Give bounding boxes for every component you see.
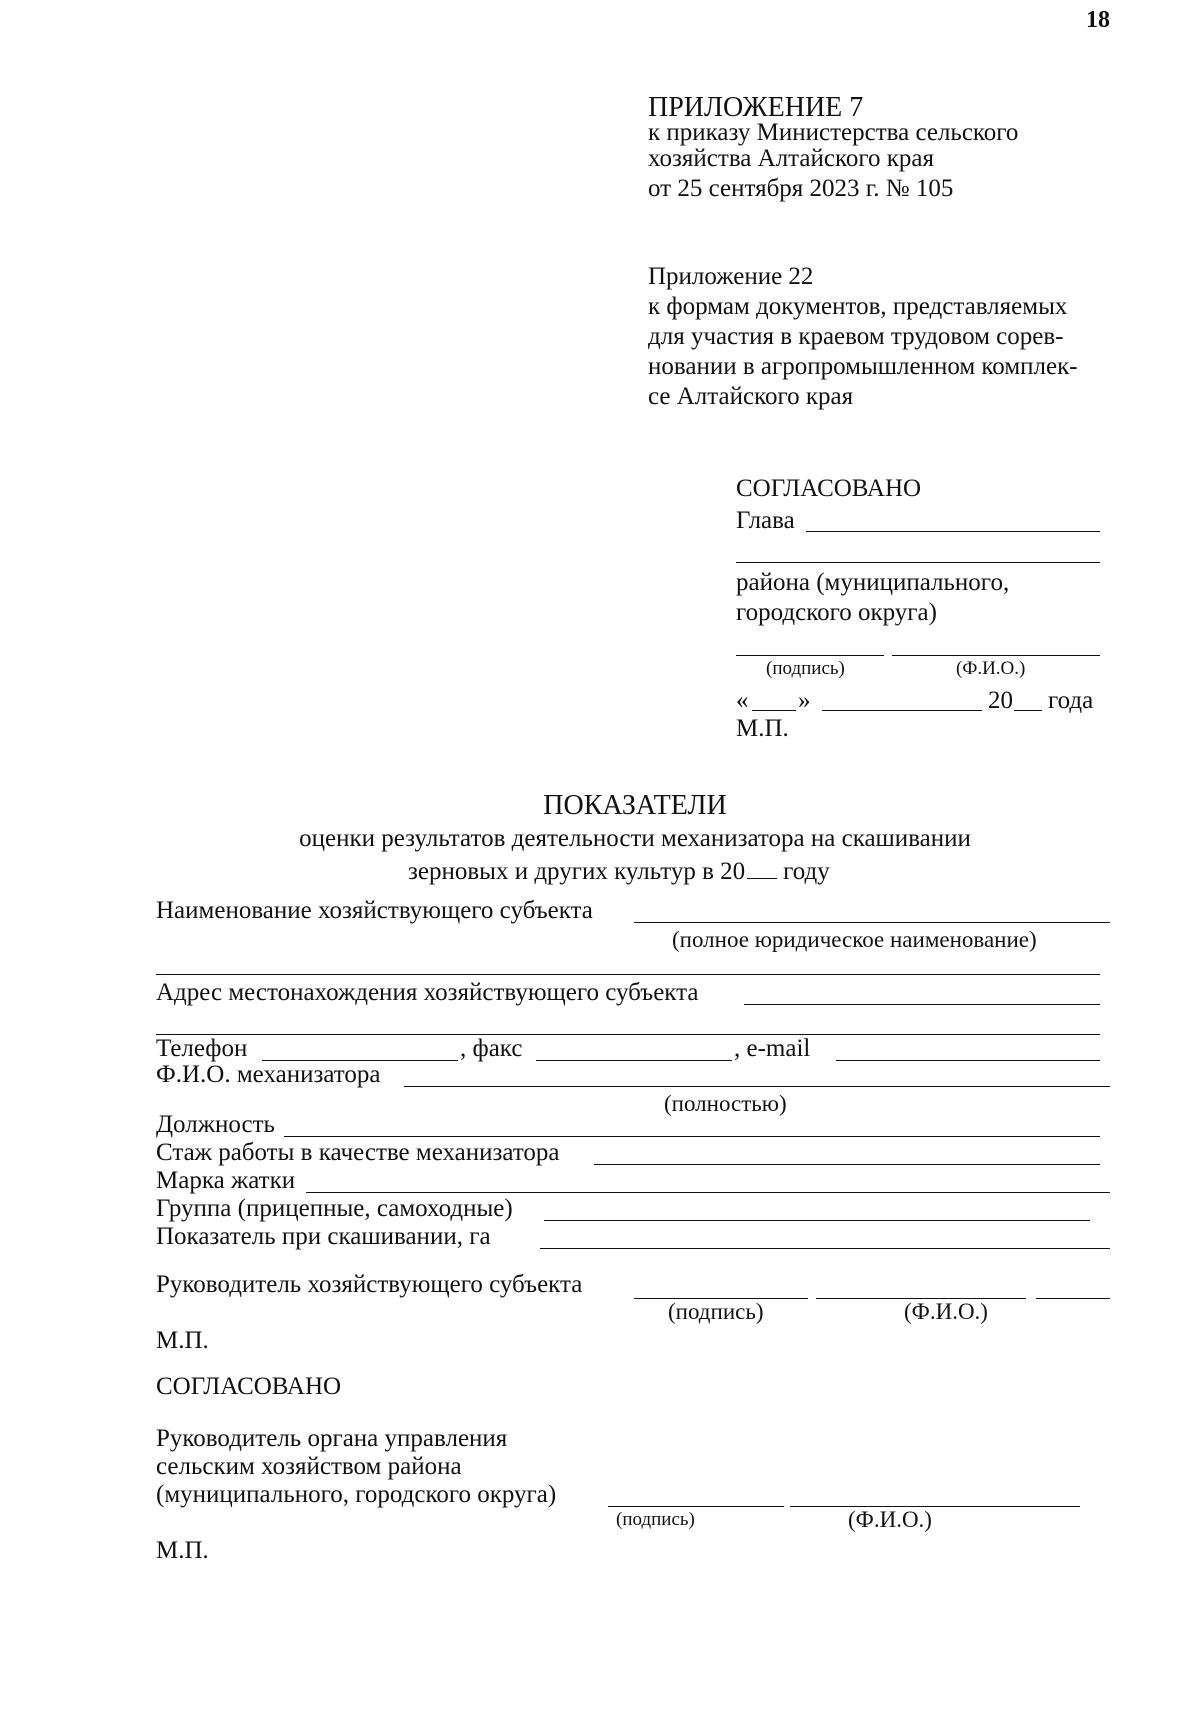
email-label: , e-mail (734, 1035, 811, 1062)
phone-label: Телефон (156, 1035, 248, 1062)
head-name-line[interactable] (806, 531, 1100, 532)
bottom-fio-caption: (Ф.И.О.) (848, 1507, 932, 1532)
entity-name-label: Наименование хозяйствующего субъекта (156, 897, 593, 924)
bottom-signature-line[interactable] (608, 1506, 784, 1507)
top-fio-caption: (Ф.И.О.) (956, 658, 1026, 679)
district-name-line[interactable] (736, 562, 1100, 563)
manager-extra-line[interactable] (1036, 1298, 1110, 1299)
entity-name-line[interactable] (634, 922, 1110, 923)
approval-bottom-line3: (муниципального, городского округа) (156, 1481, 557, 1508)
appendix22-line2: для участия в краевом трудовом сорев- (648, 323, 1064, 350)
document-title: ПОКАЗАТЕЛИ (543, 790, 727, 821)
district-line2: городского округа) (736, 599, 937, 626)
appendix22-line4: се Алтайского края (648, 383, 854, 410)
group-label: Группа (прицепные, самоходные) (156, 1195, 513, 1222)
bottom-seal: М.П. (156, 1537, 209, 1564)
top-fio-line[interactable] (892, 655, 1100, 656)
entity-name-line-2[interactable] (156, 974, 1100, 975)
bottom-signature-caption: (подпись) (616, 1509, 695, 1530)
approval-bottom-line1: Руководитель органа управления (156, 1425, 508, 1452)
document-subtitle-line2 (408, 856, 830, 884)
appendix7-title: ПРИЛОЖЕНИЕ 7 (648, 92, 864, 123)
mowing-line[interactable] (540, 1248, 1110, 1249)
approval-bottom-line2: сельским хозяйством района (156, 1453, 462, 1480)
experience-line[interactable] (594, 1164, 1100, 1165)
appendix7-line1: к приказу Министерства сельского (648, 119, 1019, 146)
entity-name-caption: (полное юридическое наименование) (672, 927, 1037, 952)
fax-line[interactable] (536, 1060, 732, 1061)
operator-label: Ф.И.О. механизатора (156, 1061, 381, 1088)
manager-fio-caption: (Ф.И.О.) (904, 1299, 988, 1324)
group-line[interactable] (544, 1220, 1090, 1221)
appendix22-line3: новании в агропромышленном комплек- (648, 353, 1078, 380)
address-line[interactable] (744, 1004, 1100, 1005)
subtitle-year-suffix: году (783, 858, 830, 885)
manager-label: Руководитель хозяйствующего субъекта (156, 1271, 583, 1298)
top-signature-caption: (подпись) (766, 658, 845, 679)
document-subtitle-line1: оценки результатов деятельности механизатора на скашивании (299, 825, 971, 852)
appendix7-line3: от 25 сентября 2023 г. № 105 (648, 175, 954, 202)
header-brand-line[interactable] (306, 1192, 1110, 1193)
experience-label: Стаж работы в качестве механизатора (156, 1139, 560, 1166)
position-line[interactable] (284, 1136, 1100, 1137)
appendix7-line2: хозяйства Алтайского края (648, 145, 934, 172)
operator-caption: (полностью) (664, 1091, 787, 1116)
date-quote-open: « (736, 687, 749, 714)
address-label: Адрес местонахождения хозяйствующего субъекта (156, 979, 699, 1006)
email-line[interactable] (836, 1060, 1100, 1061)
header-brand-label: Марка жатки (156, 1167, 296, 1194)
approval-top-title: СОГЛАСОВАНО (736, 475, 922, 502)
date-year-prefix: 20 (988, 687, 1013, 714)
manager-signature-caption: (подпись) (668, 1299, 764, 1324)
bottom-fio-line[interactable] (790, 1506, 1080, 1507)
position-label: Должность (156, 1111, 275, 1138)
appendix22-title: Приложение 22 (648, 263, 814, 290)
date-year-suffix: года (1048, 687, 1094, 714)
subtitle-year-line[interactable] (747, 856, 777, 879)
manager-seal: М.П. (156, 1327, 209, 1354)
operator-line[interactable] (404, 1086, 1110, 1087)
address-line-2[interactable] (156, 1034, 1100, 1035)
date-day-line[interactable] (752, 710, 796, 711)
subtitle-year-prefix: зерновых и других культур в 20 (408, 858, 746, 885)
district-line1: района (муниципального, (736, 569, 1010, 596)
appendix22-line1: к формам документов, представляемых (648, 293, 1068, 320)
top-seal: М.П. (736, 715, 789, 742)
date-month-line[interactable] (822, 710, 982, 711)
mowing-label: Показатель при скашивании, га (156, 1223, 491, 1250)
date-year-line[interactable] (1014, 710, 1042, 711)
fax-label: , факс (460, 1035, 523, 1062)
top-signature-line[interactable] (736, 655, 884, 656)
date-quote-close: » (798, 687, 811, 714)
approval-bottom-title: СОГЛАСОВАНО (156, 1373, 342, 1400)
page-number: 18 (1086, 7, 1110, 33)
head-label: Глава (736, 507, 795, 534)
